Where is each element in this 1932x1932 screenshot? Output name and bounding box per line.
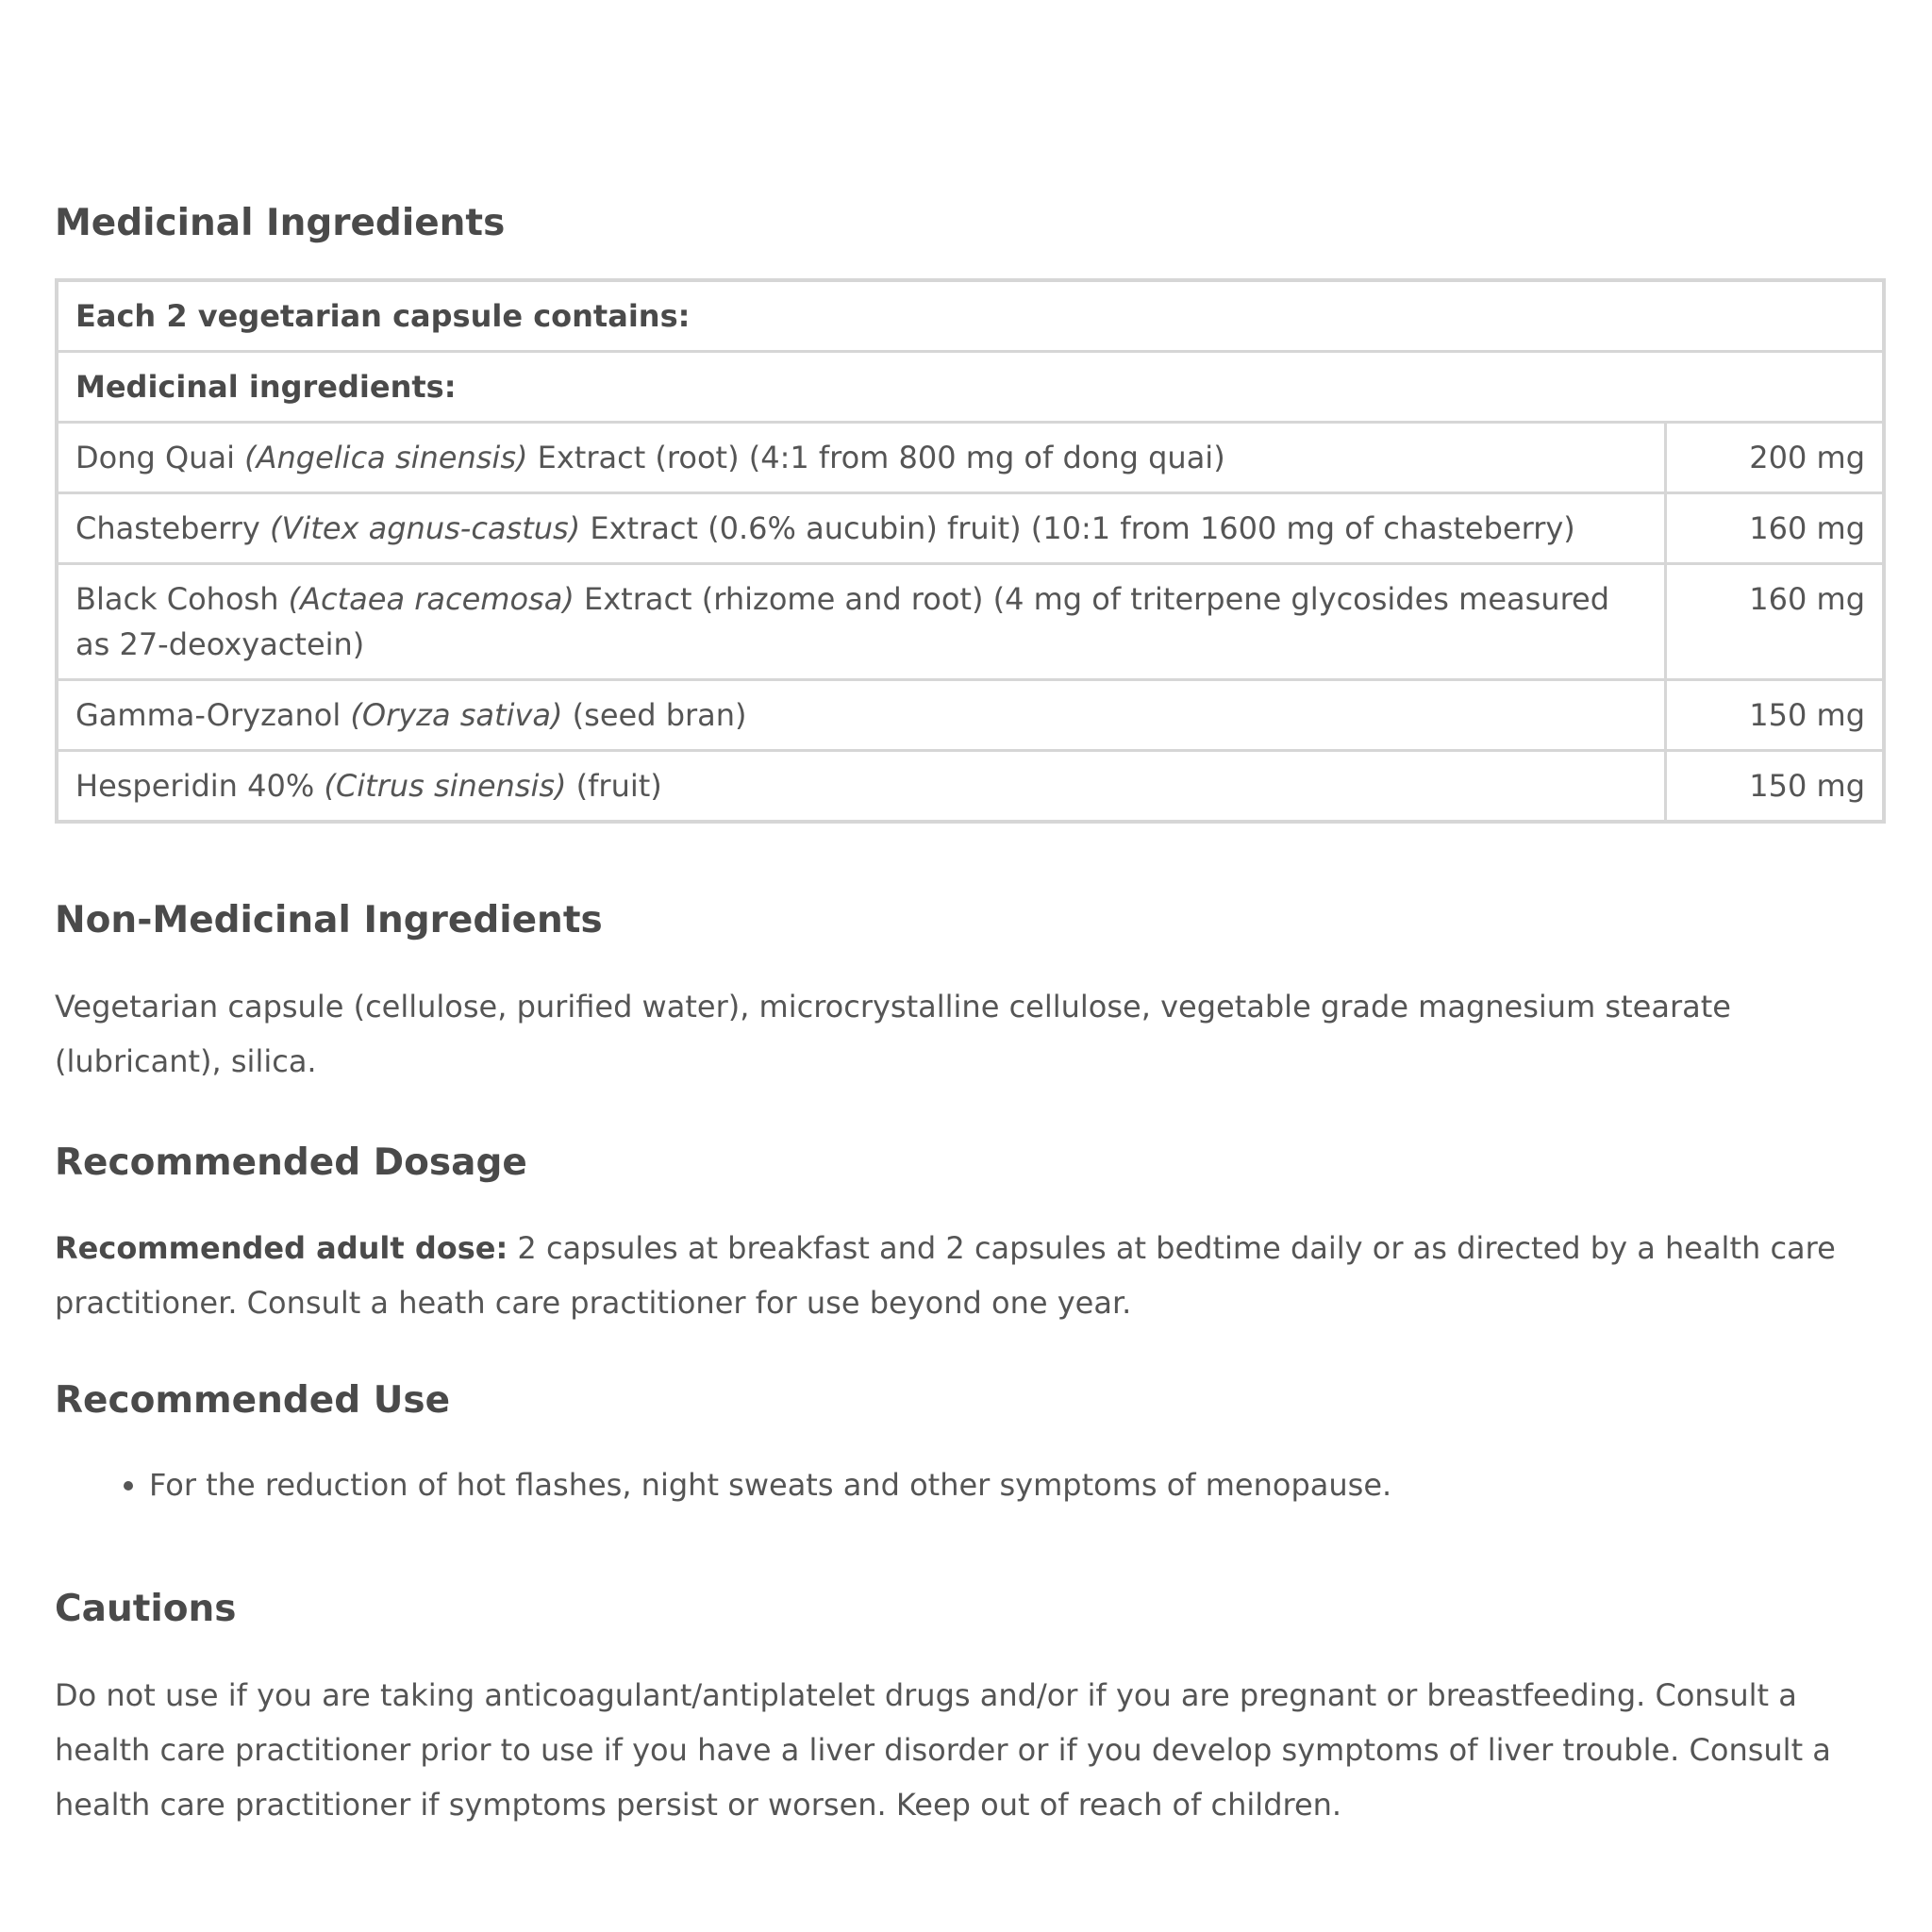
ingredient-name: Dong Quai <box>75 439 235 475</box>
recommended-use-list <box>55 1457 1877 1512</box>
ingredient-detail: (fruit) <box>575 767 662 804</box>
ingredient-latin-name: (Actaea racemosa) <box>288 580 575 617</box>
capsule-contains-header: Each 2 vegetarian capsule contains: <box>57 280 1884 352</box>
ingredient-cell <box>57 422 1666 492</box>
medicinal-ingredients-subheader: Medicinal ingredients: <box>57 351 1884 422</box>
table-header-row <box>57 280 1884 352</box>
ingredient-cell <box>57 492 1666 563</box>
recommended-use-heading: Recommended Use <box>55 1379 451 1423</box>
table-row <box>57 422 1884 492</box>
ingredient-latin-name: (Oryza sativa) <box>350 696 563 733</box>
medicinal-ingredients-table <box>55 278 1886 824</box>
ingredient-amount: 160 mg <box>1666 492 1885 563</box>
ingredient-cell <box>57 679 1666 750</box>
table-row <box>57 492 1884 563</box>
recommended-dosage-text <box>55 1221 1877 1330</box>
ingredient-amount: 150 mg <box>1666 750 1885 822</box>
medicinal-ingredients-heading: Medicinal Ingredients <box>55 202 506 244</box>
ingredient-detail: (seed bran) <box>572 696 747 733</box>
non-medicinal-ingredients-heading: Non-Medicinal Ingredients <box>55 898 603 941</box>
cautions-heading: Cautions <box>55 1588 237 1631</box>
ingredient-detail: Extract (root) (4:1 from 800 mg of dong quai) <box>537 439 1225 475</box>
ingredient-cell <box>57 563 1666 679</box>
table-header-row <box>57 351 1884 422</box>
ingredient-name: Hesperidin 40% <box>75 767 315 804</box>
ingredient-amount: 160 mg <box>1666 563 1885 679</box>
table-row <box>57 679 1884 750</box>
recommended-dosage-heading: Recommended Dosage <box>55 1141 527 1184</box>
ingredient-detail: Extract (rhizome and root) (4 mg of triterpene glycosides measured as 27-deoxyactein) <box>75 580 1610 662</box>
ingredient-detail: Extract (0.6% aucubin) fruit) (10:1 from 1600 mg of chasteberry) <box>590 509 1575 546</box>
ingredient-name: Chasteberry <box>75 509 260 546</box>
ingredient-latin-name: (Citrus sinensis) <box>324 767 567 804</box>
table-row <box>57 563 1884 679</box>
ingredient-cell <box>57 750 1666 822</box>
ingredient-amount: 150 mg <box>1666 679 1885 750</box>
dosage-label: Recommended adult dose: <box>55 1230 508 1267</box>
cautions-text: Do not use if you are taking anticoagulant/antiplatelet drugs and/or if you are pregnant or breastfeeding. Consult a health care practitioner prior to use if you have a liver disorder or if you develop symptoms of liver trouble. Consult a health care practitioner if symptoms persist or worsen. Keep out of reach of children. <box>55 1676 1831 1823</box>
list-item: • For the reduction of hot flashes, night sweats and other symptoms of menopause. <box>149 1457 1877 1512</box>
dosage-instructions: 2 capsules at breakfast and 2 capsules at bedtime daily or as directed by a health care practitioner. Consult a heath care practitioner for use beyond one year. <box>55 1230 1836 1322</box>
ingredient-name: Gamma-Oryzanol <box>75 696 341 733</box>
ingredient-latin-name: (Angelica sinensis) <box>244 439 528 475</box>
non-medicinal-ingredients-text: Vegetarian capsule (cellulose, purified water), microcrystalline cellulose, vegetable grade magnesium stearate (lubricant), silica. <box>55 988 1731 1079</box>
table-row <box>57 750 1884 822</box>
ingredient-name: Black Cohosh <box>75 580 279 617</box>
ingredient-amount: 200 mg <box>1666 422 1885 492</box>
ingredient-latin-name: (Vitex agnus-castus) <box>270 509 581 546</box>
